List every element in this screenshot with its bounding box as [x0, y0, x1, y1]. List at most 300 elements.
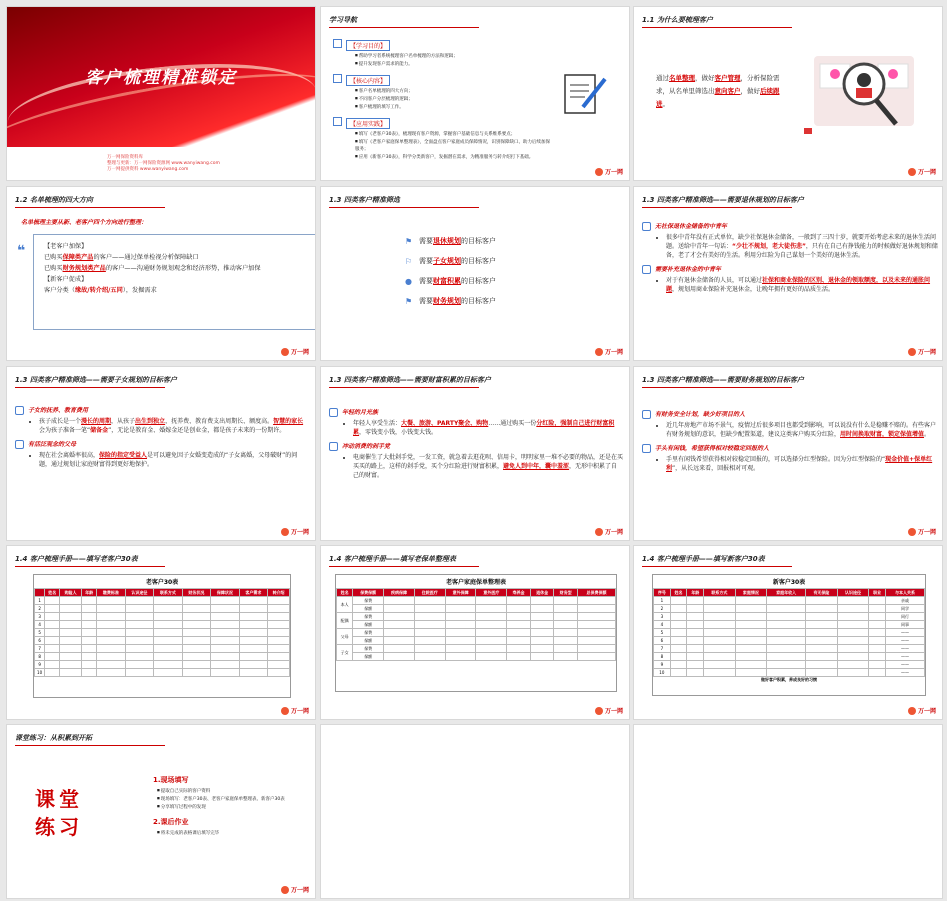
table-cell [384, 645, 415, 653]
table-cell [530, 613, 554, 621]
slide-title: 1.3 四类客户精准筛选——需要财务规划的目标客户 [642, 375, 804, 388]
table-frame [33, 574, 291, 698]
table-cell: 4 [654, 621, 671, 629]
category-item[interactable]: ⚑ 需要退休规划的目标客户 [405, 236, 496, 246]
document-pen-icon [559, 69, 609, 119]
table-header-cell: 住院医疗 [414, 589, 445, 597]
table-cell [687, 661, 704, 669]
table-cell [476, 637, 507, 645]
table-cell [82, 669, 97, 677]
table-row [654, 597, 925, 605]
table-cell [687, 653, 704, 661]
table-cell [239, 645, 268, 653]
table-cell [476, 621, 507, 629]
table-cell: 2 [35, 605, 45, 613]
table-cell [414, 629, 445, 637]
list-item: ■ 将未完成的表格课后填写完毕 [157, 829, 303, 837]
table-cell [577, 597, 615, 605]
table-cell [554, 629, 578, 637]
slide-blank[interactable] [320, 724, 630, 899]
quote-icon: ❝ [17, 243, 26, 259]
slide-four-categories[interactable] [320, 186, 630, 361]
flag-icon: ⚑ [405, 296, 413, 306]
table-cell [767, 661, 806, 669]
flag-icon [333, 74, 342, 83]
table-row [35, 629, 290, 637]
table-cell [767, 629, 806, 637]
table-cell [507, 645, 531, 653]
table-cell [869, 637, 886, 645]
new-customer-table [653, 588, 925, 677]
table-cell [735, 661, 767, 669]
table-cell [60, 621, 82, 629]
building-icon [642, 222, 651, 231]
table-title: 老客户家庭保单整理表 [445, 579, 506, 586]
table-title: 新客户30表 [772, 579, 806, 586]
box-line: 【老客户加保】 [44, 243, 88, 250]
slide-blank[interactable] [633, 724, 943, 899]
table-cell [530, 637, 554, 645]
table-cell [60, 597, 82, 605]
table-cell [82, 597, 97, 605]
table-row [35, 621, 290, 629]
table-cell [767, 597, 806, 605]
table-cell [384, 653, 415, 661]
cash-icon [642, 444, 651, 453]
table-cell [735, 637, 767, 645]
table-cell [268, 613, 290, 621]
table-cell [384, 597, 415, 605]
table-cell [182, 621, 211, 629]
flag-icon: ⚑ [405, 236, 413, 246]
table-header-row [654, 589, 925, 597]
table-cell [577, 629, 615, 637]
paragraph: • 手里有闲钱希望获得相对较稳定回报的，可以选择分红型保险。因为分红型保险的“现金价值+保单红利”，从长远来看，回报相对可观。 [666, 455, 936, 473]
table-cell: 保额 [353, 621, 384, 629]
brand-logo: 万一网 [595, 347, 623, 356]
table-cell [687, 597, 704, 605]
section-heading: 【应用实践】 [346, 118, 390, 129]
table-cell [554, 645, 578, 653]
table-header-cell: 姓名 [45, 589, 60, 597]
old-customer-table [34, 588, 290, 677]
table-cell [211, 661, 240, 669]
table-header-cell: 认识途径 [125, 589, 154, 597]
slide-cover[interactable] [6, 6, 316, 181]
table-cell [670, 629, 687, 637]
table-cell [869, 661, 886, 669]
subheading: 有财务安全计划，缺少好项目的人 [642, 409, 936, 419]
list-item: ■ 提取自己实际的客户资料 [157, 787, 303, 795]
table-cell: 9 [35, 661, 45, 669]
table-cell: 保费 [353, 613, 384, 621]
table-cell [530, 621, 554, 629]
table-cell [45, 629, 60, 637]
table-cell [125, 629, 154, 637]
intro-text: 名单梳理主要从新、老客户四个方向进行整理： [21, 219, 148, 226]
table-cell [414, 605, 445, 613]
table-cell [554, 621, 578, 629]
table-cell [82, 645, 97, 653]
brand-logo: 万一网 [908, 167, 936, 176]
slide-financial-planning[interactable] [633, 366, 943, 541]
paragraph: • 很多中青年没有正式单位，缺少社保退休金储备，一般到了三四十岁，就要开始考虑未来的退休生活问题。送给中青年一句话：“少壮不规划，老大徒伤悲”，只有在自己有挣钱能力的时候做好退休规划和储备，老了才会有美好的生活。利用分红险为自己谋划一个美好的退休生活。 [666, 233, 938, 260]
wealth-content [329, 403, 623, 480]
cover-footnote [107, 155, 220, 173]
table-cell [869, 653, 886, 661]
table-cell [806, 597, 838, 605]
table-header-cell: 意外保障 [445, 589, 476, 597]
table-cell [211, 613, 240, 621]
table-cell [268, 629, 290, 637]
list-item: ■ 帮助学习者系统梳理客户名单梳理的方法和逻辑； [355, 52, 553, 60]
slide-title: 1.3 四类客户精准筛选——需要财富积累的目标客户 [329, 375, 491, 388]
table-cell [806, 653, 838, 661]
table-cell: 保费 [353, 629, 384, 637]
table-cell [577, 637, 615, 645]
paragraph: • 对于有退休金储备的人员，可以通过社保和商业保险的区别、退休金的领取额度，以及未来的通胀问题，规划用商业保险补充退休金，让晚年拥有更好的品质生活。 [666, 276, 938, 294]
table-cell [97, 613, 126, 621]
table-cell [445, 605, 476, 613]
table-cell [704, 661, 736, 669]
table-cell [507, 613, 531, 621]
table-cell [45, 597, 60, 605]
financial-content [642, 405, 936, 473]
table-row [35, 613, 290, 621]
table-cell [268, 645, 290, 653]
table-cell [476, 653, 507, 661]
subheading: 子女的抚养、教育费用 [15, 405, 309, 415]
table-title: 老客户30表 [145, 579, 179, 586]
settings-icon [642, 265, 651, 274]
paragraph: • 现在社会离婚率很高，保险的指定受益人是可以避免因子女婚变造成的“子女离婚，父母破财”的问题，通过规划让家庭财富得到更好地保护。 [39, 451, 309, 469]
table-cell [577, 653, 615, 661]
table-cell [268, 621, 290, 629]
table-cell [154, 597, 183, 605]
table-header-cell: 联系方式 [704, 589, 736, 597]
table-cell [806, 637, 838, 645]
paragraph: • 孩子成长是一个漫长的周期，从孩子出生到独立，抚养费、教育费支出周期长、额度高。智慧的家长会为孩子准备一笔“储备金”，无论是教育金、婚嫁金还是创业金，都是孩子未来的一份期许。 [39, 417, 309, 435]
slide-class-exercise[interactable] [6, 724, 316, 899]
table-cell [869, 597, 886, 605]
table-cell [211, 645, 240, 653]
table-cell [687, 605, 704, 613]
table-cell [869, 605, 886, 613]
list-item: ■ 分享填写过程中的发现 [157, 803, 303, 811]
section-heading: 1.现场填写 [153, 776, 189, 784]
slide-family-policy-table[interactable] [320, 545, 630, 720]
table-cell [735, 653, 767, 661]
subheading: 手头有闲钱，希望获得相对较稳定回报的人 [642, 443, 936, 453]
table-cell [577, 613, 615, 621]
table-cell [704, 605, 736, 613]
table-cell: 配偶 [337, 613, 353, 629]
table-cell [735, 613, 767, 621]
footnote-line: 整理与更新：万一网保险资源网 www.wanyiwang.com [107, 161, 220, 166]
table-cell: 2 [654, 605, 671, 613]
table-cell [182, 669, 211, 677]
table-row [654, 613, 925, 621]
subheading: 有活泛观念的父母 [15, 439, 309, 449]
table-cell [239, 613, 268, 621]
list-item: ■ 应用《新客户30表》，科学分类新客户，发掘潜在需求，为精准服务与转介绍打下基础。 [355, 153, 553, 161]
box-line: 【新客户促成】 [44, 276, 88, 283]
table-cell [82, 613, 97, 621]
table-header-row [35, 589, 290, 597]
table-row [35, 605, 290, 613]
table-cell [507, 621, 531, 629]
table-cell [45, 613, 60, 621]
subheading: 冲动消费的剁手党 [329, 441, 623, 451]
table-footnote: 做好客户积累，养成良好的习惯 [761, 677, 817, 682]
slide-retirement-planning[interactable] [633, 186, 943, 361]
table-cell [735, 605, 767, 613]
table-cell [670, 605, 687, 613]
table-cell [507, 597, 531, 605]
table-cell [704, 637, 736, 645]
table-cell [837, 637, 869, 645]
table-row [337, 613, 616, 621]
table-cell [97, 597, 126, 605]
table-cell [60, 605, 82, 613]
table-header-cell: 年龄 [82, 589, 97, 597]
table-cell [806, 661, 838, 669]
table-cell [60, 653, 82, 661]
table-cell [268, 653, 290, 661]
table-row [654, 661, 925, 669]
table-cell [476, 597, 507, 605]
table-cell [45, 653, 60, 661]
table-cell [154, 661, 183, 669]
table-row [654, 653, 925, 661]
slide-wealth-accumulation[interactable] [320, 366, 630, 541]
brand-logo: 万一网 [908, 527, 936, 536]
slide-title: 1.1 为什么要梳理客户 [642, 15, 792, 28]
table-cell [806, 605, 838, 613]
table-cell [554, 605, 578, 613]
table-cell [577, 605, 615, 613]
table-cell [154, 669, 183, 677]
guide-content [333, 33, 553, 161]
table-cell [445, 629, 476, 637]
table-cell [182, 613, 211, 621]
table-cell [182, 645, 211, 653]
table-cell [869, 613, 886, 621]
table-cell [476, 629, 507, 637]
table-cell [82, 637, 97, 645]
table-cell [45, 605, 60, 613]
table-row [654, 669, 925, 677]
slide-why-sort-customers[interactable] [633, 6, 943, 181]
table-cell [837, 645, 869, 653]
table-cell: 保额 [353, 605, 384, 613]
table-cell [182, 605, 211, 613]
table-cell [211, 621, 240, 629]
table-cell [239, 669, 268, 677]
list-item: ■ 提升发现客户需求的能力。 [355, 60, 553, 68]
category-item[interactable]: ● 需要财富积累的目标客户 [405, 276, 496, 286]
table-cell [82, 653, 97, 661]
category-item[interactable]: ⚐ 需要子女规划的目标客户 [405, 256, 496, 266]
table-cell: 1 [35, 597, 45, 605]
table-cell: 保额 [353, 653, 384, 661]
table-cell [97, 637, 126, 645]
table-row [654, 637, 925, 645]
slide-title: 1.3 四类客户精准筛选 [329, 195, 479, 208]
table-row [337, 653, 616, 661]
table-cell [837, 621, 869, 629]
table-cell [239, 637, 268, 645]
table-cell: 3 [35, 613, 45, 621]
slide-old-customer-table[interactable] [6, 545, 316, 720]
table-cell [704, 645, 736, 653]
table-cell [125, 637, 154, 645]
table-cell [530, 629, 554, 637]
slide-children-planning[interactable] [6, 366, 316, 541]
brand-logo: 万一网 [595, 167, 623, 176]
table-cell [211, 605, 240, 613]
table-cell [735, 645, 767, 653]
table-header-cell [35, 589, 45, 597]
slide-new-customer-table[interactable] [633, 545, 943, 720]
table-row [35, 653, 290, 661]
table-cell [837, 613, 869, 621]
table-cell [97, 669, 126, 677]
table-cell [239, 653, 268, 661]
table-header-cell: 寿养金 [507, 589, 531, 597]
table-cell [60, 669, 82, 677]
table-cell [154, 613, 183, 621]
table-cell [806, 629, 838, 637]
table-cell [45, 621, 60, 629]
table-cell: 保额 [353, 637, 384, 645]
table-cell [268, 605, 290, 613]
category-list [405, 237, 496, 311]
table-cell [60, 637, 82, 645]
table-cell [530, 605, 554, 613]
table-cell [687, 669, 704, 677]
table-cell [530, 653, 554, 661]
table-cell: 同事 [885, 621, 924, 629]
table-cell [507, 653, 531, 661]
table-cell [704, 597, 736, 605]
table-cell: —— [885, 661, 924, 669]
customer-search-illustration [804, 42, 932, 142]
table-header-cell: 财务状况 [182, 589, 211, 597]
table-header-cell: 退休金 [530, 589, 554, 597]
list-item: ■ 现场填写：老客户30表、老客户家庭保单整理表、新客户30表 [157, 795, 303, 803]
slide-title: 1.3 四类客户精准筛选——需要子女规划的目标客户 [15, 375, 177, 388]
table-cell: 6 [35, 637, 45, 645]
table-row [337, 621, 616, 629]
table-header-cell: 疾病保障 [384, 589, 415, 597]
list-item: ■ 填写《老客户家庭保单整理表》，全面盘点客户家庭成员保障情况，识别保障缺口、助力后续加保服务； [355, 138, 553, 153]
slide-learning-guide[interactable] [320, 6, 630, 181]
table-cell [414, 621, 445, 629]
slide-title: 1.4 客户梳理手册——填写新客户30表 [642, 554, 792, 567]
retirement-content [642, 217, 938, 294]
list-item: ■ 填写《老客户30表》，梳理现有客户资源，掌握客户基础信息与关系维系要点； [355, 130, 553, 138]
slide-title: 1.2 名单梳理的四大方向 [15, 195, 165, 208]
table-cell: 5 [654, 629, 671, 637]
table-cell [239, 621, 268, 629]
table-cell [806, 669, 838, 677]
slide-title: 课堂练习：从积累到开拓 [15, 733, 165, 746]
paragraph: • 年轻人享受生活：大餐、旅游、PARTY聚会、购物……通过购买一份分红险，强制自己进行财富积累，零钱变小钱，小钱变大钱。 [353, 419, 623, 437]
table-cell [577, 621, 615, 629]
table-cell [445, 653, 476, 661]
table-cell: 6 [654, 637, 671, 645]
paragraph: • 电商催生了大批剁手党，一发工资，就急着去逛花呗、信用卡，明明家里一堆不必要的物品，还是在买买买的路上，这样的剁手党，买个分红险进行财富积累，避免人到中年，囊中羞涩，无形中积累了自己的财富。 [353, 453, 623, 480]
list-item: ■ 客户梳理的填写工作。 [355, 103, 553, 111]
table-cell [211, 597, 240, 605]
box-line: 已购买财务规划类产品的客户——沟通财务规划观念和经济形势，推动客户加保 [44, 265, 261, 272]
slide-title: 学习导航 [329, 15, 479, 28]
table-cell [837, 669, 869, 677]
table-cell [530, 597, 554, 605]
brand-logo: 万一网 [595, 527, 623, 536]
cover-title: 客户梳理精准锁定 [85, 68, 237, 88]
chart-icon [642, 410, 651, 419]
category-item[interactable]: ⚑ 需要财务规划的目标客户 [405, 296, 496, 306]
table-cell [154, 645, 183, 653]
table-cell [704, 669, 736, 677]
table-cell [530, 645, 554, 653]
slide-four-directions[interactable] [6, 186, 316, 361]
table-cell [476, 605, 507, 613]
subheading: 需要补充退休金的中青年 [642, 264, 938, 274]
table-cell [476, 645, 507, 653]
table-cell: —— [885, 637, 924, 645]
table-cell [154, 621, 183, 629]
table-row [35, 645, 290, 653]
table-cell [211, 637, 240, 645]
table-cell [670, 621, 687, 629]
table-cell [704, 653, 736, 661]
table-cell [45, 645, 60, 653]
table-cell [445, 597, 476, 605]
table-cell: 10 [35, 669, 45, 677]
flag-icon [333, 117, 342, 126]
family-policy-table [336, 588, 616, 661]
table-cell [687, 645, 704, 653]
table-cell [268, 597, 290, 605]
table-header-cell: 保障状况 [211, 589, 240, 597]
table-cell [767, 669, 806, 677]
table-cell [97, 661, 126, 669]
table-cell [767, 653, 806, 661]
table-cell [125, 621, 154, 629]
table-row [654, 621, 925, 629]
table-cell [182, 597, 211, 605]
table-cell [735, 621, 767, 629]
table-cell [687, 629, 704, 637]
table-cell: 3 [654, 613, 671, 621]
medal-icon [15, 406, 24, 415]
wallet-icon [329, 408, 338, 417]
table-cell: 10 [654, 669, 671, 677]
table-cell: 7 [654, 645, 671, 653]
table-cell [45, 637, 60, 645]
table-cell [82, 661, 97, 669]
table-cell [211, 669, 240, 677]
table-cell [125, 669, 154, 677]
table-cell: 父母 [337, 629, 353, 645]
flag-icon: ⚐ [405, 256, 413, 266]
table-cell: 亲戚 [885, 597, 924, 605]
table-header-cell: 缴费标准 [97, 589, 126, 597]
table-header-cell: 职业 [869, 589, 886, 597]
